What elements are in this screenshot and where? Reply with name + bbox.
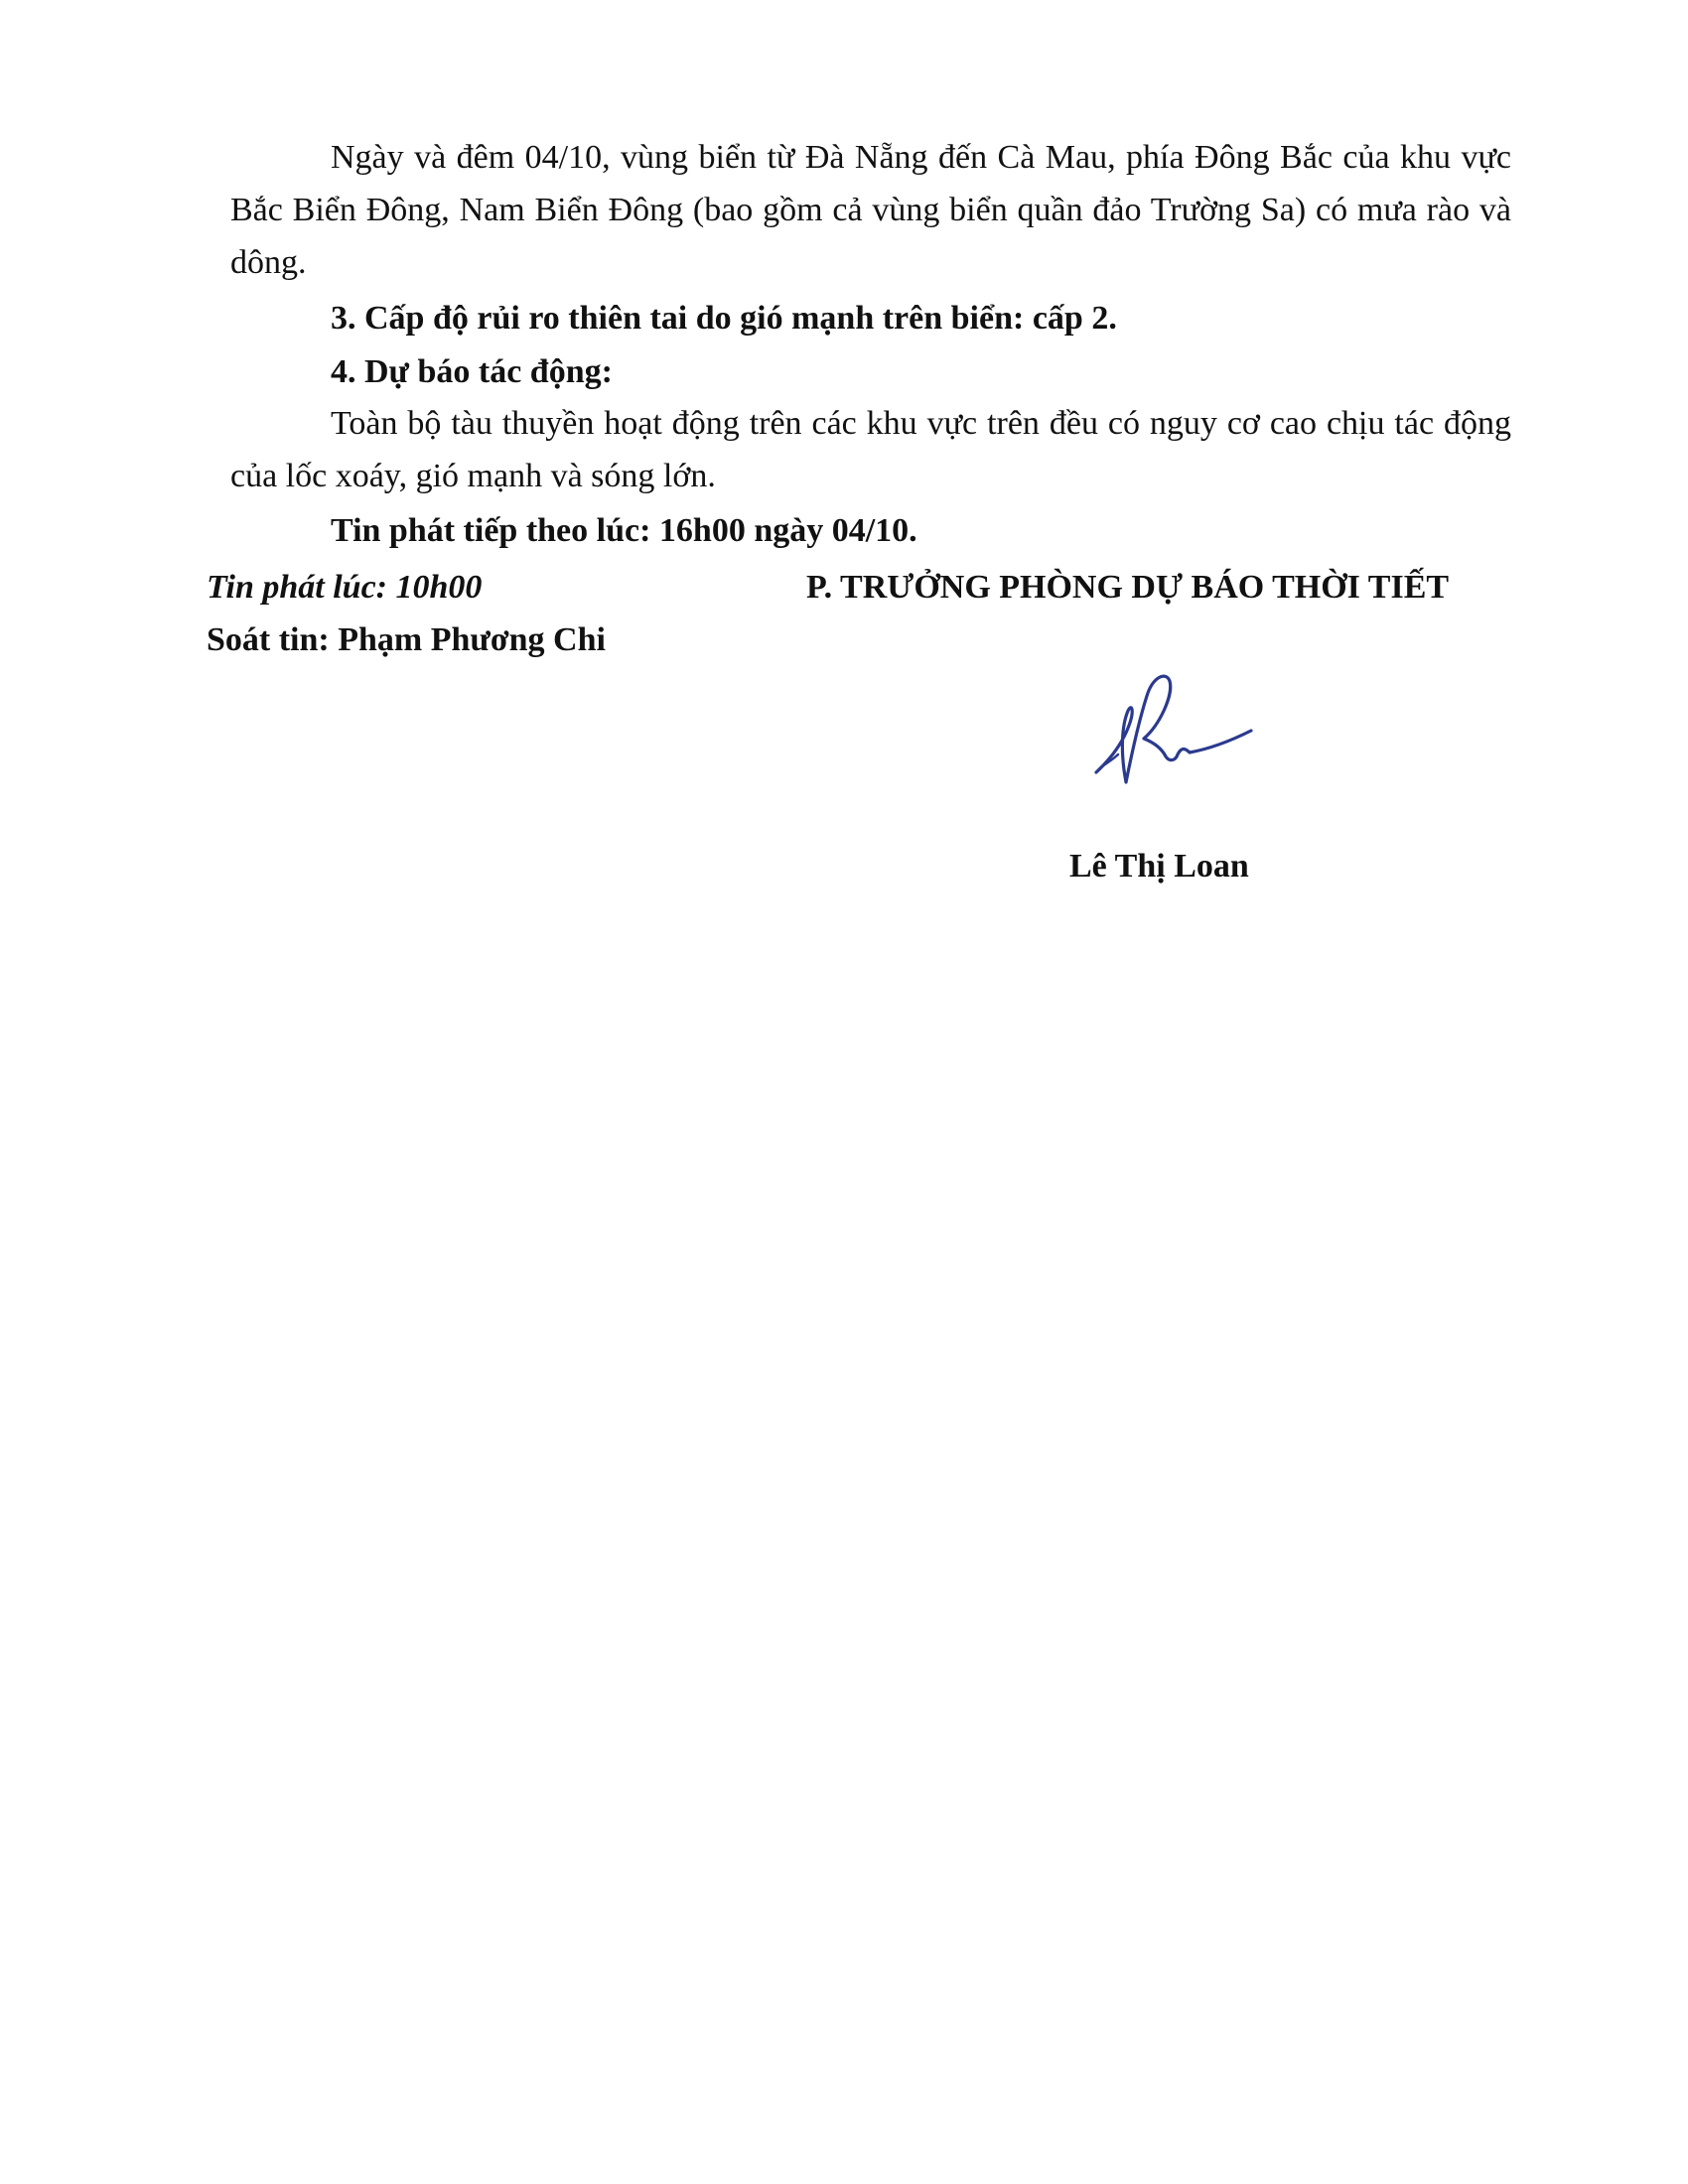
- reviewer-line: Soát tin: Phạm Phương Chi: [207, 621, 606, 658]
- forecast-paragraph: Ngày và đêm 04/10, vùng biển từ Đà Nẵng đến Cà Mau, phía Đông Bắc của khu vực Bắc Biển Đông, Nam Biển Đông (bao gồm cả vùng biển quần đảo Trường Sa) có mưa rào và dông.: [230, 139, 1511, 281]
- handwritten-signature: [1082, 663, 1261, 802]
- next-issue-note: Tin phát tiếp theo lúc: 16h00 ngày 04/10.: [331, 512, 917, 549]
- signer-name: Lê Thị Loan: [1069, 848, 1249, 885]
- impact-forecast-heading: 4. Dự báo tác động:: [331, 353, 613, 390]
- risk-level-heading: 3. Cấp độ rủi ro thiên tai do gió mạnh trên biển: cấp 2.: [331, 300, 1117, 337]
- issue-time: Tin phát lúc: 10h00: [207, 569, 483, 606]
- issue-info: [207, 561, 606, 666]
- signer-title: P. TRƯỞNG PHÒNG DỰ BÁO THỜI TIẾT: [806, 569, 1450, 606]
- impact-paragraph: Toàn bộ tàu thuyền hoạt động trên các khu vực trên đều có nguy cơ cao chịu tác động của lốc xoáy, gió mạnh và sóng lớn.: [230, 405, 1511, 494]
